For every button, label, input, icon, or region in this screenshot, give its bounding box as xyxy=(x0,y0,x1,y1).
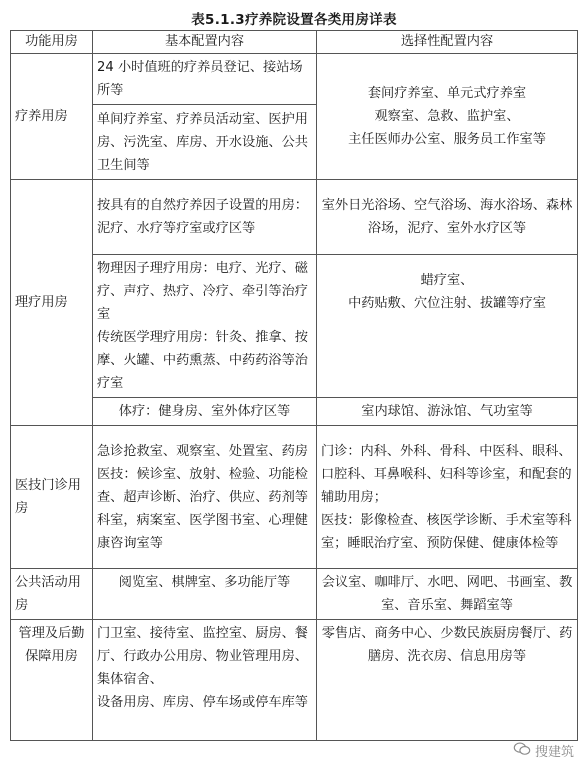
wechat-icon xyxy=(513,742,531,760)
category-cell: 理疗用房 xyxy=(11,180,93,426)
table-row xyxy=(11,54,578,105)
optional-cell xyxy=(317,54,578,180)
watermark-text: 搜建筑 xyxy=(534,745,574,760)
table-title: 表5.1.3疗养院设置各类用房详表 xyxy=(191,12,397,28)
table-row xyxy=(11,620,578,741)
watermark xyxy=(513,741,574,760)
basic-cell: 体疗：健身房、室外体疗区等 xyxy=(93,398,317,426)
basic-cell: 门卫室、接待室、监控室、厨房、餐厅、行政办公用房、物业管理用房、集体宿舍、 设备用房、库房、停车场或停车库等 xyxy=(93,620,317,741)
table-row xyxy=(11,569,578,620)
optional-cell: 会议室、咖啡厅、水吧、网吧、书画室、教室、音乐室、舞蹈室等 xyxy=(317,569,578,620)
basic-cell: 按具有的自然疗养因子设置的用房： 泥疗、水疗等疗室或疗区等 xyxy=(93,180,317,255)
optional-cell: 门诊：内科、外科、骨科、中医科、眼科、口腔科、耳鼻喉科、妇科等诊室，和配套的辅助用房； 医技：影像检查、核医学诊断、手术室等科室；睡眠治疗室、预防保健、健康体检等 xyxy=(317,426,578,569)
table-row xyxy=(11,398,578,426)
optional-cell: 零售店、商务中心、少数民族厨房餐厅、药膳房、洗衣房、信息用房等 xyxy=(317,620,578,741)
category-cell: 疗养用房 xyxy=(11,54,93,180)
optional-text: 套间疗养室、单元式疗养室 观察室、急救、监护室、 主任医师办公室、服务员工作室等 xyxy=(348,86,546,147)
header-row xyxy=(11,31,578,54)
optional-cell: 室外日光浴场、空气浴场、海水浴场、森林浴场，泥疗、室外水疗区等 xyxy=(317,180,578,255)
header-basic-config: 基本配置内容 xyxy=(93,31,317,54)
basic-cell: 24 小时值班的疗养员登记、接站场所等 xyxy=(93,54,317,105)
category-cell: 医技门诊用房 xyxy=(11,426,93,569)
table-row xyxy=(11,255,578,398)
basic-cell: 物理因子理疗用房：电疗、光疗、磁疗、声疗、热疗、冷疗、牵引等治疗室 传统医学理疗用房：针灸、推拿、按摩、火罐、中药熏蒸、中药药浴等治疗室 xyxy=(93,255,317,398)
table-row xyxy=(11,426,578,569)
header-function-room: 功能用房 xyxy=(11,31,93,54)
basic-cell: 单间疗养室、疗养员活动室、医护用房、污洗室、库房、开水设施、公共卫生间等 xyxy=(93,105,317,180)
optional-cell: 蜡疗室、 中药贴敷、穴位注射、拔罐等疗室 xyxy=(317,255,578,398)
optional-cell: 室内球馆、游泳馆、气功室等 xyxy=(317,398,578,426)
category-cell: 管理及后勤保障用房 xyxy=(11,620,93,741)
basic-cell: 急诊抢救室、观察室、处置室、药房 医技：候诊室、放射、检验、功能检查、超声诊断、治疗、供应、药剂等科室，病案室、医学图书室、心理健康咨询室等 xyxy=(93,426,317,569)
room-config-table xyxy=(10,30,578,741)
basic-cell: 阅览室、棋牌室、多功能厅等 xyxy=(93,569,317,620)
category-cell: 公共活动用房 xyxy=(11,569,93,620)
table-row xyxy=(11,180,578,255)
header-optional-config: 选择性配置内容 xyxy=(317,31,578,54)
